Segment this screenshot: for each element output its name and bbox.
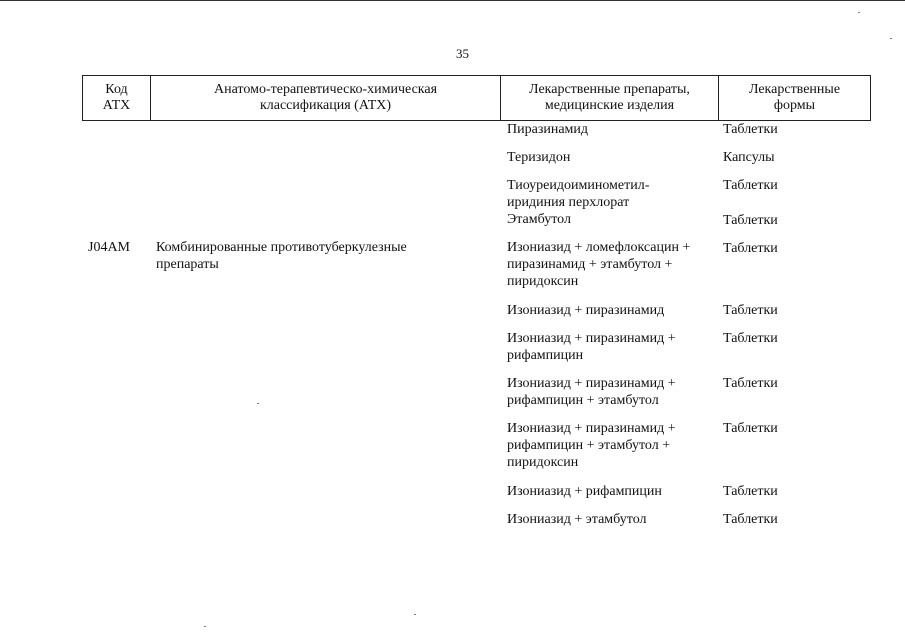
page-number: 35 (456, 46, 469, 61)
header-code-text: Код АТХ (102, 82, 131, 113)
scan-speck (204, 626, 206, 627)
drug-name: Изониазид + этамбутол (507, 512, 647, 527)
dosage-form: Таблетки (723, 178, 778, 193)
drug-name: Изониазид + ломефлоксацин + пиразинамид + этамбутол + пиридоксин (507, 240, 691, 289)
atc-classification: Комбинированные противотуберкулезные препараты (156, 240, 407, 272)
dosage-form: Таблетки (723, 421, 778, 436)
drug-name: Изониазид + пиразинамид (507, 303, 665, 318)
table-header (82, 75, 871, 121)
drug-name: Этамбутол (507, 212, 571, 227)
scan-speck (890, 38, 892, 39)
header-code (83, 76, 151, 120)
dosage-form: Таблетки (723, 512, 778, 527)
dosage-form: Таблетки (723, 331, 778, 346)
scan-speck (858, 12, 860, 13)
scan-speck (257, 403, 259, 404)
header-forms-text: Лекарственные формы (748, 82, 841, 113)
header-drugs-text: Лекарственные препараты, медицинские изделия (529, 82, 690, 113)
page-top-border (0, 0, 905, 1)
drug-name: Изониазид + пиразинамид + рифампицин (507, 331, 676, 363)
dosage-form: Капсулы (723, 150, 775, 165)
dosage-form: Таблетки (723, 122, 778, 137)
header-drugs (501, 76, 719, 120)
drug-name: Изониазид + пиразинамид + рифампицин + этамбутол + пиридоксин (507, 421, 676, 470)
drug-name: Тиоуреидоиминометил- иридиния перхлорат (507, 178, 650, 210)
dosage-form: Таблетки (723, 213, 778, 228)
scan-speck (414, 614, 416, 615)
dosage-form: Таблетки (723, 376, 778, 391)
header-forms (719, 76, 870, 120)
drug-name: Изониазид + пиразинамид + рифампицин + этамбутол (507, 376, 676, 408)
atc-code: J04AM (88, 240, 131, 255)
dosage-form: Таблетки (723, 484, 778, 499)
drug-name: Теризидон (507, 150, 571, 165)
dosage-form: Таблетки (723, 303, 778, 318)
dosage-form: Таблетки (723, 241, 778, 256)
header-classification (151, 76, 501, 120)
drug-name: Изониазид + рифампицин (507, 484, 662, 499)
header-classification-text: Анатомо-терапевтическо-химическая классификация (АТХ) (213, 82, 438, 113)
drug-name: Пиразинамид (507, 122, 589, 137)
